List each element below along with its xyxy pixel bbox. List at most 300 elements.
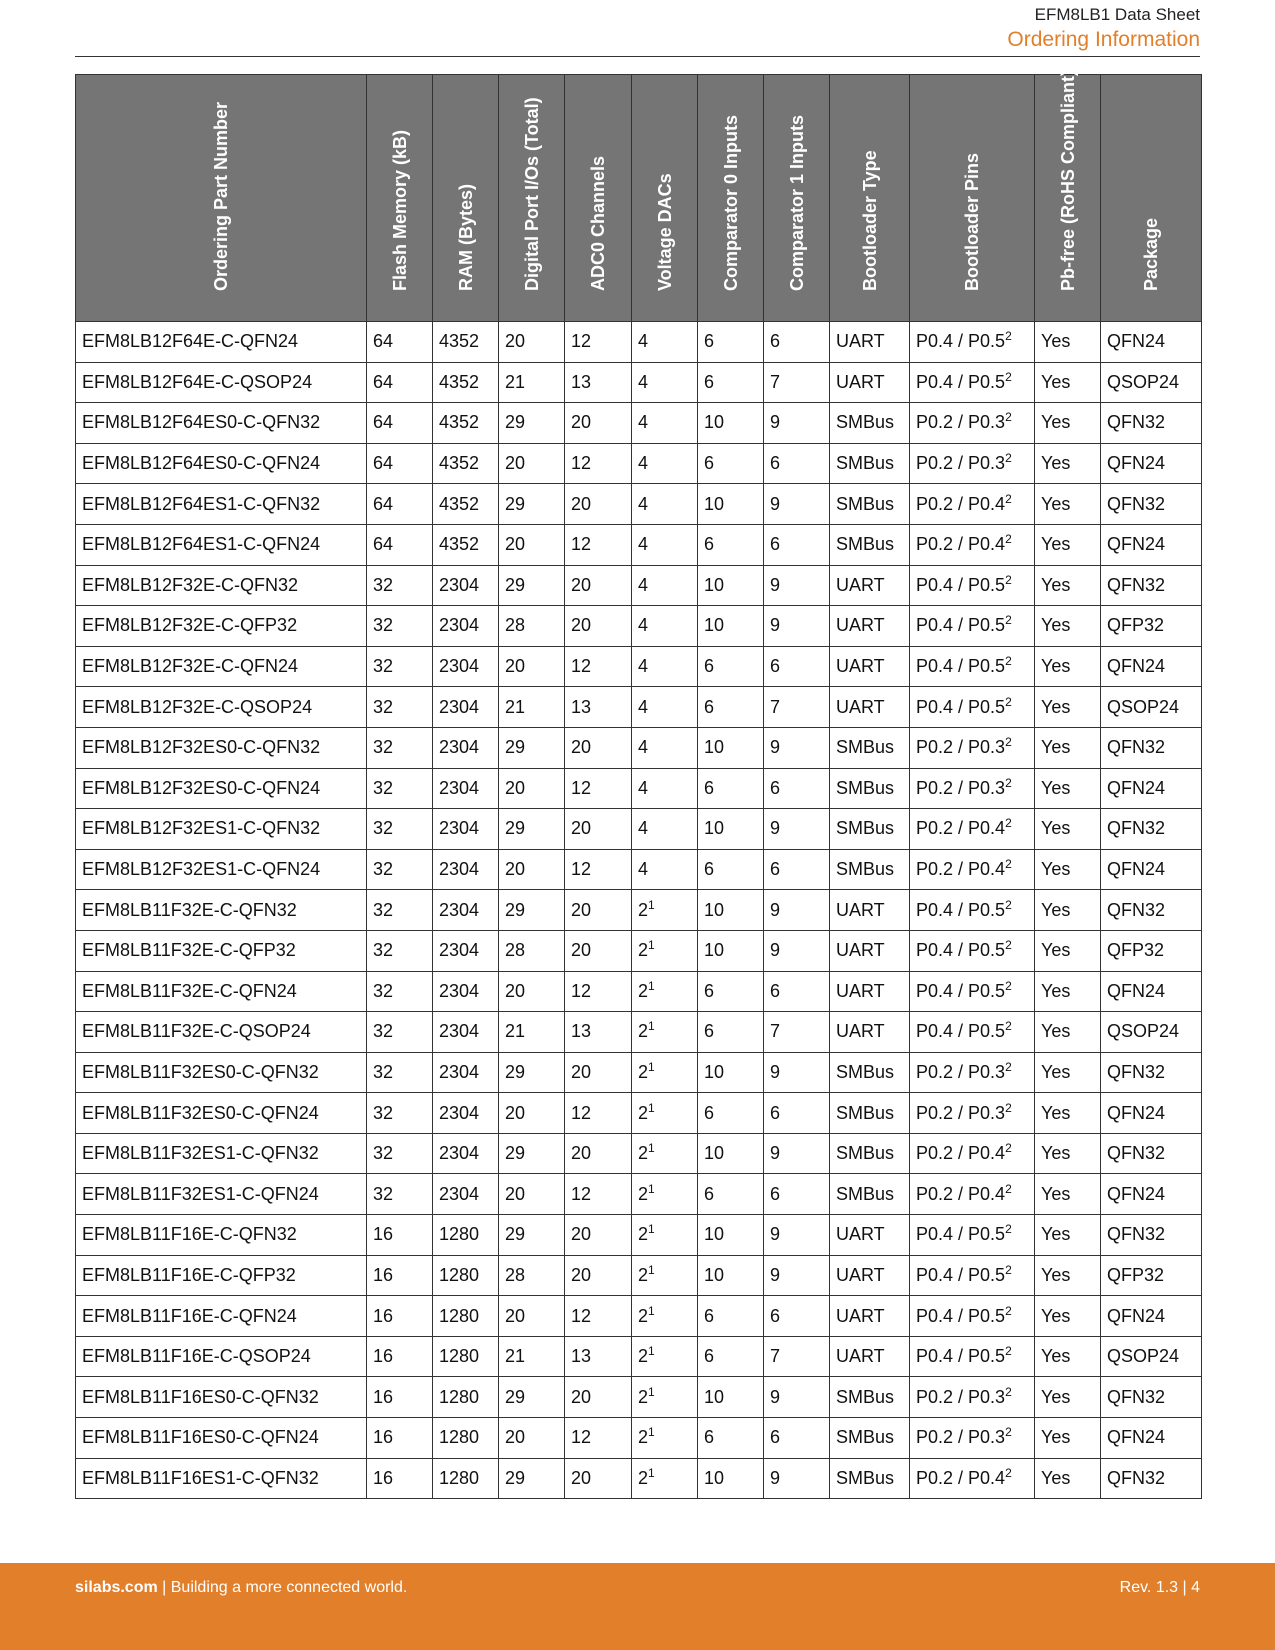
cell-package: QFN24 [1101, 524, 1202, 565]
cell-comparator1-inputs: 9 [764, 1458, 830, 1499]
cell-flash-kb: 32 [367, 727, 433, 768]
cell-bootloader-pins: $P0.2 / P0.4^2$ [910, 1458, 1035, 1499]
cell-digital-ios: 20 [499, 524, 565, 565]
cell-flash-kb: 32 [367, 971, 433, 1012]
cell-comparator1-inputs: 9 [764, 484, 830, 525]
footnote-ref: 2 [1005, 491, 1012, 506]
cell-bootloader-pins: $P0.2 / P0.3^2$ [910, 1377, 1035, 1418]
cell-adc-channels: 20 [565, 809, 632, 850]
cell-package: QSOP24 [1101, 687, 1202, 728]
cell-bootloader-type: UART [830, 1215, 910, 1256]
cell-part-number: EFM8LB11F32E-C-QFP32 [76, 930, 367, 971]
cell-bootloader-pins: $P0.2 / P0.3^2$ [910, 727, 1035, 768]
cell-package: QSOP24 [1101, 1336, 1202, 1377]
table-row [76, 687, 1202, 728]
table-row [76, 1377, 1202, 1418]
cell-adc-channels: 13 [565, 362, 632, 403]
table-row [76, 930, 1202, 971]
cell-adc-channels: 20 [565, 1215, 632, 1256]
cell-comparator0-inputs: 6 [698, 1296, 764, 1337]
cell-comparator1-inputs: 7 [764, 1012, 830, 1053]
cell-bootloader-pins: $P0.2 / P0.4^2$ [910, 484, 1035, 525]
cell-bootloader-pins: $P0.4 / P0.5^2$ [910, 1296, 1035, 1337]
cell-bootloader-pins: $P0.4 / P0.5^2$ [910, 362, 1035, 403]
cell-adc-channels: 12 [565, 768, 632, 809]
table-row [76, 362, 1202, 403]
cell-digital-ios: 20 [499, 646, 565, 687]
footnote-ref: 2 [1005, 1059, 1012, 1074]
cell-comparator1-inputs: 7 [764, 1336, 830, 1377]
cell-bootloader-pins: $P0.2 / P0.4^2$ [910, 1174, 1035, 1215]
column-header: Ordering Part Number [76, 75, 367, 322]
cell-flash-kb: 32 [367, 565, 433, 606]
cell-part-number: EFM8LB11F32E-C-QSOP24 [76, 1012, 367, 1053]
cell-voltage-dacs: 4 [632, 646, 698, 687]
footnote-ref: 1 [648, 1425, 655, 1440]
cell-part-number: EFM8LB11F32E-C-QFN24 [76, 971, 367, 1012]
cell-pb-free: Yes [1035, 322, 1101, 363]
cell-bootloader-pins: $P0.4 / P0.5^2$ [910, 565, 1035, 606]
cell-ram-bytes: 1280 [433, 1296, 499, 1337]
cell-digital-ios: 20 [499, 443, 565, 484]
cell-adc-channels: 12 [565, 646, 632, 687]
cell-flash-kb: 16 [367, 1377, 433, 1418]
cell-ram-bytes: 2304 [433, 727, 499, 768]
cell-comparator1-inputs: 6 [764, 1418, 830, 1459]
cell-package: QFN32 [1101, 890, 1202, 931]
cell-pb-free: Yes [1035, 646, 1101, 687]
cell-comparator0-inputs: 6 [698, 443, 764, 484]
table-row [76, 443, 1202, 484]
footnote-ref: 2 [1005, 816, 1012, 831]
cell-comparator1-inputs: 6 [764, 322, 830, 363]
cell-comparator0-inputs: 10 [698, 565, 764, 606]
table-row [76, 1336, 1202, 1377]
footnote-ref: 2 [1005, 1344, 1012, 1359]
cell-comparator0-inputs: 10 [698, 809, 764, 850]
cell-ram-bytes: 2304 [433, 1133, 499, 1174]
cell-flash-kb: 64 [367, 403, 433, 444]
cell-package: QFN24 [1101, 768, 1202, 809]
cell-voltage-dacs: 4 [632, 606, 698, 647]
cell-package: QFP32 [1101, 1255, 1202, 1296]
cell-comparator1-inputs: 6 [764, 1174, 830, 1215]
footnote-ref: 1 [648, 978, 655, 993]
cell-voltage-dacs: $2^1$ [632, 1458, 698, 1499]
cell-bootloader-pins: $P0.2 / P0.3^2$ [910, 768, 1035, 809]
cell-bootloader-type: UART [830, 1296, 910, 1337]
cell-part-number: EFM8LB12F32ES0-C-QFN32 [76, 727, 367, 768]
cell-flash-kb: 32 [367, 606, 433, 647]
table-row [76, 890, 1202, 931]
cell-bootloader-pins: $P0.2 / P0.4^2$ [910, 1133, 1035, 1174]
cell-voltage-dacs: $2^1$ [632, 1012, 698, 1053]
footnote-ref: 2 [1005, 1425, 1012, 1440]
cell-digital-ios: 28 [499, 930, 565, 971]
cell-bootloader-pins: $P0.4 / P0.5^2$ [910, 971, 1035, 1012]
cell-ram-bytes: 4352 [433, 484, 499, 525]
cell-adc-channels: 20 [565, 606, 632, 647]
cell-part-number: EFM8LB12F64ES1-C-QFN32 [76, 484, 367, 525]
cell-pb-free: Yes [1035, 1296, 1101, 1337]
footer-site-link[interactable]: silabs.com [75, 1579, 158, 1596]
footnote-ref: 2 [1005, 654, 1012, 669]
column-header: Bootloader Type [830, 75, 910, 322]
footnote-ref: 2 [1005, 897, 1012, 912]
cell-voltage-dacs: $2^1$ [632, 1255, 698, 1296]
cell-comparator0-inputs: 6 [698, 971, 764, 1012]
cell-flash-kb: 16 [367, 1296, 433, 1337]
cell-adc-channels: 20 [565, 1052, 632, 1093]
column-header: Flash Memory (kB) [367, 75, 433, 322]
cell-digital-ios: 29 [499, 1377, 565, 1418]
column-header: Bootloader Pins [910, 75, 1035, 322]
table-body [76, 322, 1202, 1499]
cell-package: QSOP24 [1101, 1012, 1202, 1053]
footnote-ref: 2 [1005, 329, 1012, 344]
cell-adc-channels: 12 [565, 524, 632, 565]
cell-pb-free: Yes [1035, 443, 1101, 484]
cell-pb-free: Yes [1035, 1458, 1101, 1499]
cell-package: QFN32 [1101, 403, 1202, 444]
cell-part-number: EFM8LB11F16E-C-QSOP24 [76, 1336, 367, 1377]
cell-flash-kb: 64 [367, 443, 433, 484]
cell-part-number: EFM8LB11F32E-C-QFN32 [76, 890, 367, 931]
cell-ram-bytes: 2304 [433, 930, 499, 971]
cell-ram-bytes: 4352 [433, 524, 499, 565]
cell-adc-channels: 12 [565, 322, 632, 363]
cell-comparator1-inputs: 7 [764, 687, 830, 728]
cell-comparator0-inputs: 6 [698, 849, 764, 890]
cell-package: QFN24 [1101, 1296, 1202, 1337]
table-row [76, 768, 1202, 809]
cell-part-number: EFM8LB11F16E-C-QFN24 [76, 1296, 367, 1337]
cell-pb-free: Yes [1035, 362, 1101, 403]
cell-bootloader-pins: $P0.4 / P0.5^2$ [910, 1215, 1035, 1256]
cell-voltage-dacs: 4 [632, 849, 698, 890]
cell-adc-channels: 20 [565, 484, 632, 525]
cell-bootloader-type: SMBus [830, 403, 910, 444]
cell-voltage-dacs: $2^1$ [632, 1418, 698, 1459]
cell-digital-ios: 29 [499, 727, 565, 768]
cell-ram-bytes: 4352 [433, 322, 499, 363]
footnote-ref: 1 [648, 1141, 655, 1156]
cell-pb-free: Yes [1035, 768, 1101, 809]
cell-pb-free: Yes [1035, 930, 1101, 971]
cell-comparator0-inputs: 10 [698, 606, 764, 647]
cell-voltage-dacs: $2^1$ [632, 1296, 698, 1337]
cell-adc-channels: 20 [565, 1255, 632, 1296]
cell-digital-ios: 29 [499, 484, 565, 525]
cell-part-number: EFM8LB12F64E-C-QSOP24 [76, 362, 367, 403]
cell-flash-kb: 16 [367, 1215, 433, 1256]
table-row [76, 322, 1202, 363]
footnote-ref: 1 [648, 897, 655, 912]
cell-ram-bytes: 2304 [433, 971, 499, 1012]
cell-comparator1-inputs: 9 [764, 606, 830, 647]
cell-ram-bytes: 2304 [433, 687, 499, 728]
header-divider [75, 56, 1200, 57]
cell-pb-free: Yes [1035, 687, 1101, 728]
cell-part-number: EFM8LB12F64E-C-QFN24 [76, 322, 367, 363]
cell-bootloader-type: SMBus [830, 443, 910, 484]
cell-voltage-dacs: $2^1$ [632, 1215, 698, 1256]
footnote-ref: 2 [1005, 1303, 1012, 1318]
cell-package: QFN24 [1101, 646, 1202, 687]
cell-flash-kb: 64 [367, 524, 433, 565]
cell-voltage-dacs: $2^1$ [632, 1093, 698, 1134]
cell-comparator0-inputs: 10 [698, 1255, 764, 1296]
cell-ram-bytes: 2304 [433, 809, 499, 850]
cell-ram-bytes: 2304 [433, 565, 499, 606]
table-row [76, 971, 1202, 1012]
cell-digital-ios: 29 [499, 1133, 565, 1174]
cell-pb-free: Yes [1035, 524, 1101, 565]
cell-ram-bytes: 4352 [433, 362, 499, 403]
table-row [76, 565, 1202, 606]
cell-ram-bytes: 2304 [433, 890, 499, 931]
cell-part-number: EFM8LB12F32E-C-QFN32 [76, 565, 367, 606]
cell-ram-bytes: 2304 [433, 1093, 499, 1134]
cell-flash-kb: 32 [367, 1093, 433, 1134]
footnote-ref: 2 [1005, 1181, 1012, 1196]
cell-adc-channels: 20 [565, 1377, 632, 1418]
cell-pb-free: Yes [1035, 1215, 1101, 1256]
cell-bootloader-type: SMBus [830, 1052, 910, 1093]
cell-adc-channels: 12 [565, 849, 632, 890]
cell-part-number: EFM8LB11F16ES0-C-QFN32 [76, 1377, 367, 1418]
cell-comparator0-inputs: 10 [698, 727, 764, 768]
cell-comparator0-inputs: 6 [698, 524, 764, 565]
cell-digital-ios: 28 [499, 606, 565, 647]
cell-voltage-dacs: 4 [632, 443, 698, 484]
cell-flash-kb: 32 [367, 768, 433, 809]
cell-voltage-dacs: 4 [632, 687, 698, 728]
cell-digital-ios: 20 [499, 1093, 565, 1134]
cell-package: QFN32 [1101, 727, 1202, 768]
footnote-ref: 2 [1005, 1100, 1012, 1115]
cell-part-number: EFM8LB11F16E-C-QFP32 [76, 1255, 367, 1296]
cell-flash-kb: 16 [367, 1458, 433, 1499]
cell-comparator1-inputs: 9 [764, 1377, 830, 1418]
cell-bootloader-type: SMBus [830, 1418, 910, 1459]
cell-package: QFN32 [1101, 1052, 1202, 1093]
cell-bootloader-type: SMBus [830, 809, 910, 850]
cell-pb-free: Yes [1035, 809, 1101, 850]
cell-adc-channels: 13 [565, 687, 632, 728]
cell-pb-free: Yes [1035, 1174, 1101, 1215]
cell-adc-channels: 13 [565, 1012, 632, 1053]
cell-comparator1-inputs: 6 [764, 971, 830, 1012]
cell-digital-ios: 28 [499, 1255, 565, 1296]
cell-bootloader-type: UART [830, 322, 910, 363]
cell-bootloader-pins: $P0.2 / P0.3^2$ [910, 1052, 1035, 1093]
cell-bootloader-type: SMBus [830, 849, 910, 890]
cell-digital-ios: 20 [499, 971, 565, 1012]
cell-digital-ios: 29 [499, 890, 565, 931]
column-header: Package [1101, 75, 1202, 322]
cell-comparator0-inputs: 10 [698, 1377, 764, 1418]
cell-voltage-dacs: 4 [632, 768, 698, 809]
cell-voltage-dacs: 4 [632, 322, 698, 363]
cell-voltage-dacs: 4 [632, 362, 698, 403]
cell-ram-bytes: 1280 [433, 1255, 499, 1296]
cell-flash-kb: 32 [367, 687, 433, 728]
footnote-ref: 1 [648, 1384, 655, 1399]
cell-pb-free: Yes [1035, 890, 1101, 931]
cell-bootloader-type: UART [830, 890, 910, 931]
table-row [76, 1458, 1202, 1499]
document-title: EFM8LB1 Data Sheet [1034, 5, 1200, 24]
cell-package: QFN32 [1101, 1215, 1202, 1256]
footnote-ref: 1 [648, 1344, 655, 1359]
cell-comparator0-inputs: 10 [698, 484, 764, 525]
cell-bootloader-type: SMBus [830, 1377, 910, 1418]
cell-bootloader-pins: $P0.4 / P0.5^2$ [910, 1012, 1035, 1053]
footnote-ref: 2 [1005, 572, 1012, 587]
cell-bootloader-pins: $P0.4 / P0.5^2$ [910, 687, 1035, 728]
cell-bootloader-type: UART [830, 930, 910, 971]
cell-part-number: EFM8LB12F64ES0-C-QFN32 [76, 403, 367, 444]
cell-adc-channels: 20 [565, 727, 632, 768]
cell-package: QSOP24 [1101, 362, 1202, 403]
cell-ram-bytes: 4352 [433, 403, 499, 444]
cell-bootloader-pins: $P0.4 / P0.5^2$ [910, 646, 1035, 687]
cell-voltage-dacs: 4 [632, 524, 698, 565]
cell-comparator1-inputs: 6 [764, 524, 830, 565]
cell-part-number: EFM8LB12F32E-C-QFP32 [76, 606, 367, 647]
cell-part-number: EFM8LB11F16E-C-QFN32 [76, 1215, 367, 1256]
document-header [1007, 4, 1200, 54]
footnote-ref: 2 [1005, 532, 1012, 547]
cell-comparator1-inputs: 6 [764, 849, 830, 890]
cell-part-number: EFM8LB12F64ES0-C-QFN24 [76, 443, 367, 484]
cell-package: QFN24 [1101, 1174, 1202, 1215]
cell-pb-free: Yes [1035, 1052, 1101, 1093]
cell-ram-bytes: 2304 [433, 1012, 499, 1053]
table-row [76, 524, 1202, 565]
cell-adc-channels: 13 [565, 1336, 632, 1377]
cell-comparator0-inputs: 10 [698, 1052, 764, 1093]
cell-adc-channels: 12 [565, 1296, 632, 1337]
cell-adc-channels: 20 [565, 403, 632, 444]
cell-ram-bytes: 2304 [433, 646, 499, 687]
column-header: Comparator 0 Inputs [698, 75, 764, 322]
footnote-ref: 1 [648, 1181, 655, 1196]
footnote-ref: 1 [648, 1059, 655, 1074]
cell-pb-free: Yes [1035, 1093, 1101, 1134]
cell-part-number: EFM8LB12F64ES1-C-QFN24 [76, 524, 367, 565]
table-row [76, 1093, 1202, 1134]
cell-bootloader-type: SMBus [830, 1174, 910, 1215]
cell-digital-ios: 21 [499, 1336, 565, 1377]
cell-comparator0-inputs: 10 [698, 1133, 764, 1174]
cell-bootloader-type: SMBus [830, 1133, 910, 1174]
footer-tagline [75, 1579, 407, 1597]
cell-voltage-dacs: $2^1$ [632, 1336, 698, 1377]
cell-voltage-dacs: 4 [632, 484, 698, 525]
cell-comparator0-inputs: 6 [698, 687, 764, 728]
footnote-ref: 1 [648, 938, 655, 953]
cell-package: QFN32 [1101, 1458, 1202, 1499]
cell-comparator0-inputs: 10 [698, 1215, 764, 1256]
column-header: Comparator 1 Inputs [764, 75, 830, 322]
cell-package: QFN32 [1101, 1377, 1202, 1418]
cell-comparator1-inputs: 9 [764, 1215, 830, 1256]
cell-comparator0-inputs: 6 [698, 322, 764, 363]
footnote-ref: 2 [1005, 613, 1012, 628]
column-header: Digital Port I/Os (Total) [499, 75, 565, 322]
cell-comparator1-inputs: 9 [764, 1255, 830, 1296]
footnote-ref: 1 [648, 1465, 655, 1480]
footnote-ref: 2 [1005, 735, 1012, 750]
cell-comparator0-inputs: 10 [698, 890, 764, 931]
footnote-ref: 2 [1005, 1384, 1012, 1399]
footnote-ref: 1 [648, 1262, 655, 1277]
cell-package: QFP32 [1101, 606, 1202, 647]
table-row [76, 849, 1202, 890]
footnote-ref: 2 [1005, 369, 1012, 384]
cell-part-number: EFM8LB11F16ES0-C-QFN24 [76, 1418, 367, 1459]
footnote-ref: 2 [1005, 775, 1012, 790]
cell-voltage-dacs: $2^1$ [632, 1133, 698, 1174]
cell-bootloader-type: UART [830, 1012, 910, 1053]
cell-adc-channels: 20 [565, 890, 632, 931]
cell-bootloader-type: SMBus [830, 484, 910, 525]
footnote-ref: 2 [1005, 938, 1012, 953]
cell-comparator1-inputs: 9 [764, 809, 830, 850]
cell-voltage-dacs: 4 [632, 809, 698, 850]
cell-package: QFN32 [1101, 565, 1202, 606]
cell-comparator0-inputs: 6 [698, 1418, 764, 1459]
cell-package: QFN24 [1101, 971, 1202, 1012]
cell-ram-bytes: 1280 [433, 1418, 499, 1459]
cell-flash-kb: 32 [367, 890, 433, 931]
cell-voltage-dacs: 4 [632, 565, 698, 606]
cell-package: QFN24 [1101, 1418, 1202, 1459]
cell-flash-kb: 64 [367, 484, 433, 525]
cell-ram-bytes: 1280 [433, 1215, 499, 1256]
table-row [76, 1255, 1202, 1296]
cell-comparator0-inputs: 10 [698, 403, 764, 444]
cell-comparator0-inputs: 6 [698, 1336, 764, 1377]
column-header: RAM (Bytes) [433, 75, 499, 322]
cell-flash-kb: 32 [367, 1133, 433, 1174]
cell-part-number: EFM8LB12F32E-C-QFN24 [76, 646, 367, 687]
cell-bootloader-pins: $P0.4 / P0.5^2$ [910, 1336, 1035, 1377]
table-row [76, 484, 1202, 525]
cell-bootloader-type: SMBus [830, 727, 910, 768]
cell-package: QFP32 [1101, 930, 1202, 971]
cell-bootloader-type: UART [830, 1336, 910, 1377]
cell-digital-ios: 20 [499, 1174, 565, 1215]
cell-bootloader-pins: $P0.4 / P0.5^2$ [910, 322, 1035, 363]
cell-flash-kb: 32 [367, 1052, 433, 1093]
cell-digital-ios: 20 [499, 1418, 565, 1459]
cell-digital-ios: 29 [499, 1052, 565, 1093]
cell-pb-free: Yes [1035, 565, 1101, 606]
cell-voltage-dacs: $2^1$ [632, 890, 698, 931]
cell-package: QFN24 [1101, 849, 1202, 890]
cell-bootloader-pins: $P0.2 / P0.4^2$ [910, 849, 1035, 890]
footnote-ref: 2 [1005, 857, 1012, 872]
footnote-ref: 2 [1005, 1465, 1012, 1480]
cell-flash-kb: 32 [367, 1012, 433, 1053]
cell-comparator1-inputs: 6 [764, 1093, 830, 1134]
cell-voltage-dacs: $2^1$ [632, 971, 698, 1012]
cell-bootloader-type: SMBus [830, 1093, 910, 1134]
cell-bootloader-pins: $P0.4 / P0.5^2$ [910, 606, 1035, 647]
